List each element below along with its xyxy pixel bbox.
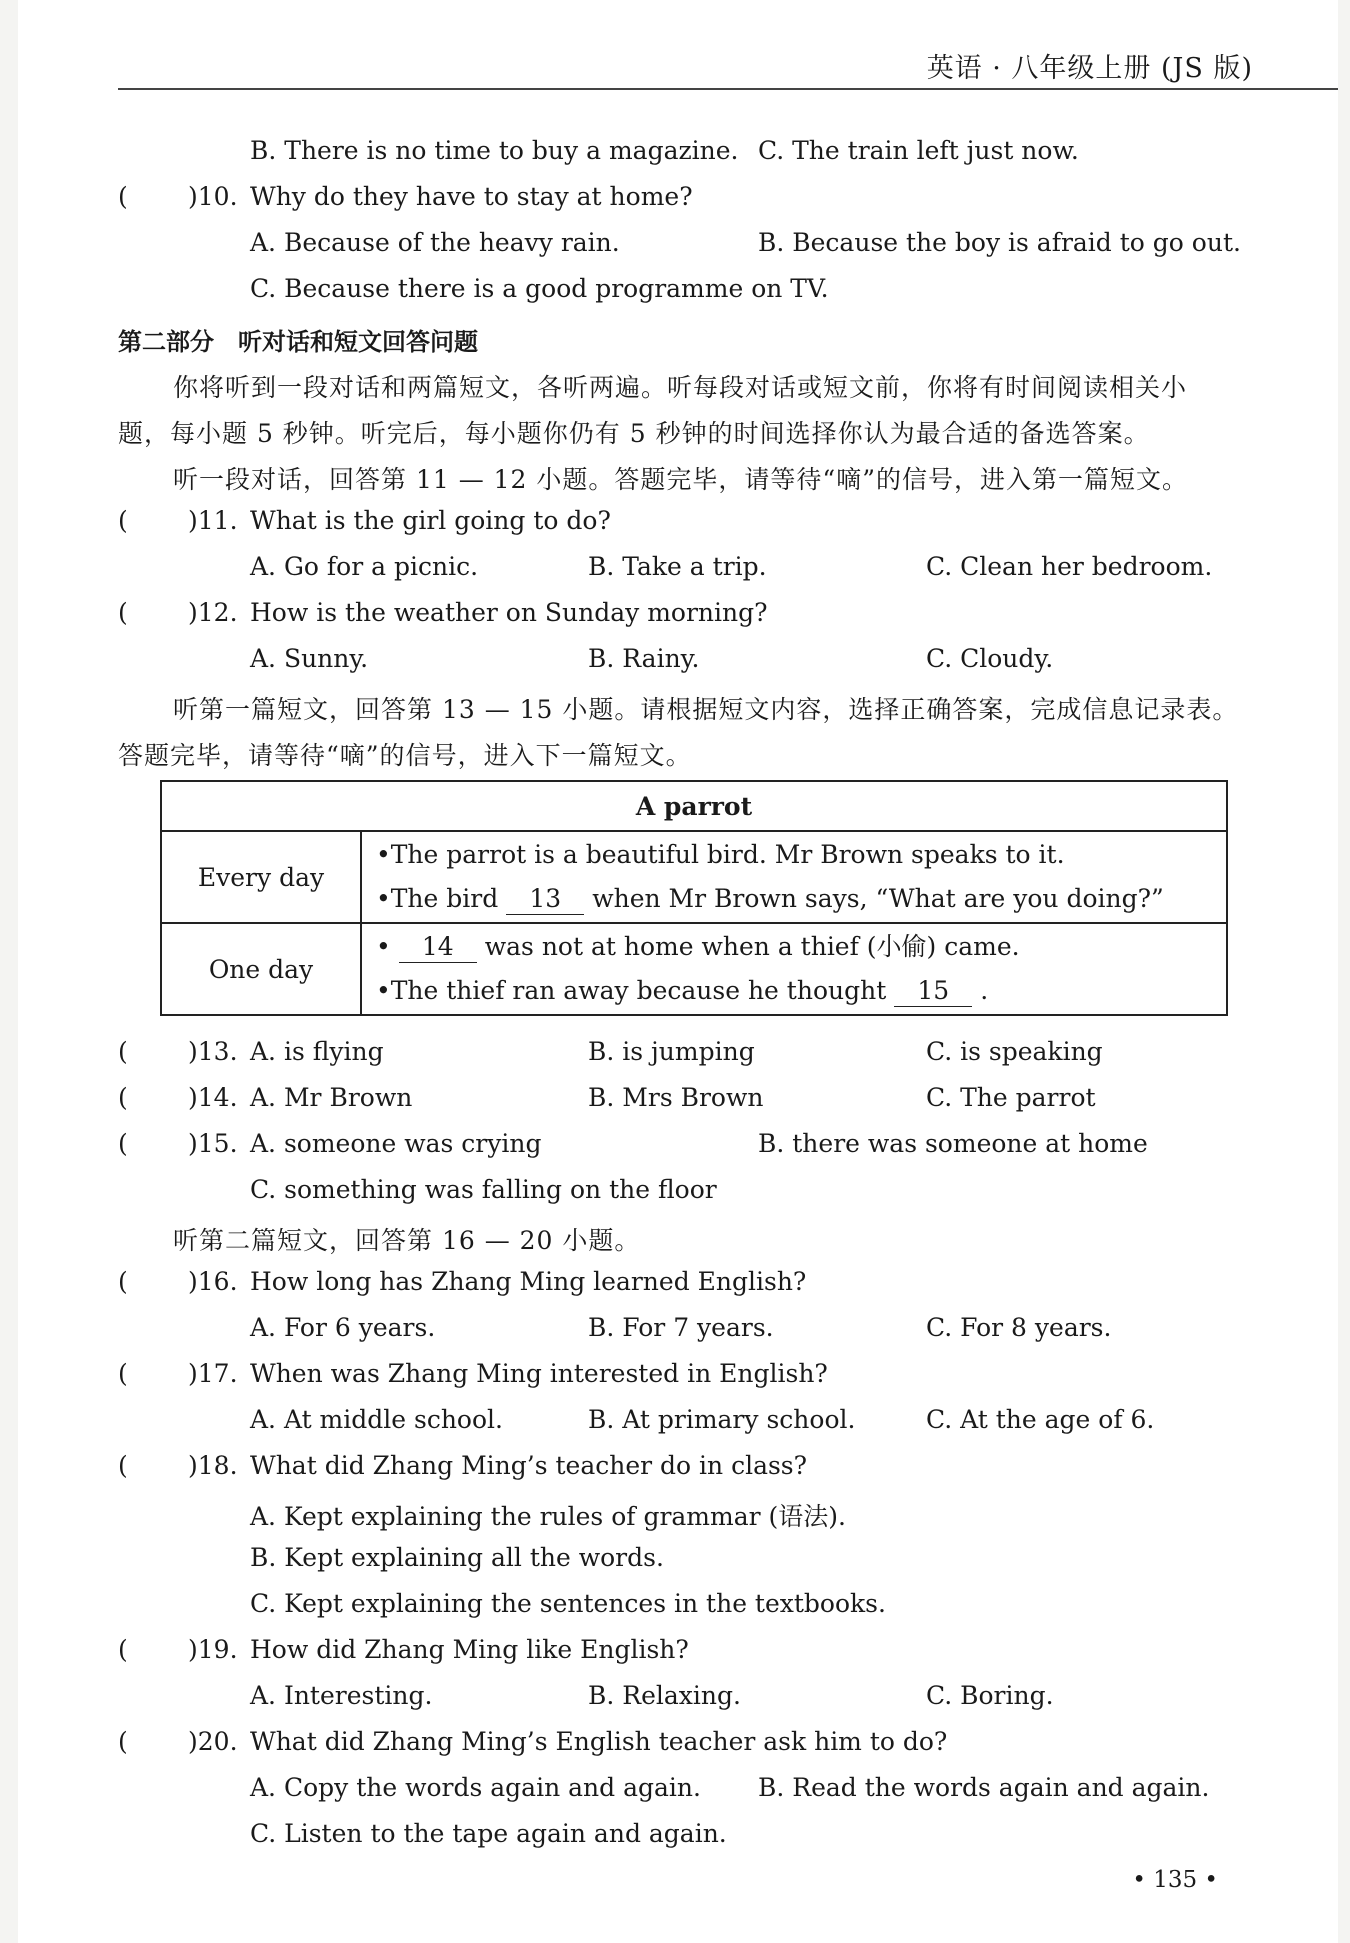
question-number: )10.	[188, 182, 238, 211]
option-a: A. Go for a picnic.	[250, 552, 479, 581]
option-c: C. Clean her bedroom.	[926, 552, 1213, 581]
section-title: 第二部分 听对话和短文回答问题	[118, 328, 478, 356]
table-text: •The bird	[376, 884, 499, 913]
table-text: when Mr Brown says, “What are you doing?”	[592, 884, 1164, 913]
answer-paren[interactable]: (	[118, 1727, 128, 1756]
header-rule	[118, 88, 1338, 90]
question-text: Why do they have to stay at home?	[250, 182, 693, 211]
table-line	[376, 877, 1212, 921]
passage1-instruction-2: 答题完毕，请等待“嘀”的信号，进入下一篇短文。	[118, 741, 692, 770]
table-text: •The thief ran away because he thought	[376, 976, 887, 1005]
table-text: was not at home when a thief (小偷) came.	[484, 932, 1020, 961]
option-a: A. Interesting.	[250, 1681, 433, 1710]
q9-option-b: B. There is no time to buy a magazine.	[250, 136, 739, 165]
table-cell	[361, 831, 1227, 923]
option-b: B. Take a trip.	[588, 552, 767, 581]
question-number: )12.	[188, 598, 238, 627]
table-row-label: One day	[161, 923, 361, 1015]
option-b: B. Read the words again and again.	[758, 1773, 1210, 1802]
answer-paren[interactable]: (	[118, 1635, 128, 1664]
blank-15[interactable]: 15	[894, 976, 972, 1007]
question-number: )16.	[188, 1267, 238, 1296]
table-row-label: Every day	[161, 831, 361, 923]
page	[18, 0, 1338, 1943]
question-number: )14.	[188, 1083, 238, 1112]
table-line	[376, 925, 1212, 969]
table-text: •	[376, 932, 391, 961]
option-c: C. something was falling on the floor	[250, 1175, 717, 1204]
answer-paren[interactable]: (	[118, 1451, 128, 1480]
answer-paren[interactable]: (	[118, 1037, 128, 1066]
passage2-instruction: 听第二篇短文，回答第 16 — 20 小题。	[173, 1226, 641, 1255]
option-c: C. At the age of 6.	[926, 1405, 1155, 1434]
question-text: How is the weather on Sunday morning?	[250, 598, 768, 627]
answer-paren[interactable]: (	[118, 1359, 128, 1388]
option-a: A. Sunny.	[250, 644, 369, 673]
question-number: )11.	[188, 506, 238, 535]
question-text: How did Zhang Ming like English?	[250, 1635, 689, 1664]
answer-paren[interactable]: (	[118, 1267, 128, 1296]
table-title: A parrot	[161, 781, 1227, 831]
passage1-instruction-1: 听第一篇短文，回答第 13 — 15 小题。请根据短文内容，选择正确答案，完成信息记录表。	[173, 695, 1239, 724]
option-c: C. Kept explaining the sentences in the textbooks.	[250, 1589, 886, 1618]
option-c: C. is speaking	[926, 1037, 1103, 1066]
option-b: B. Because the boy is afraid to go out.	[758, 228, 1241, 257]
option-a: A. At middle school.	[250, 1405, 503, 1434]
page-number: • 135 •	[1132, 1867, 1218, 1893]
question-number: )13.	[188, 1037, 238, 1066]
question-number: )15.	[188, 1129, 238, 1158]
section-intro-2: 题，每小题 5 秒钟。听完后，每小题你仍有 5 秒钟的时间选择你认为最合适的备选答案。	[118, 419, 1150, 448]
option-c: C. For 8 years.	[926, 1313, 1112, 1342]
option-c: C. Because there is a good programme on TV.	[250, 274, 829, 303]
dialogue-instruction: 听一段对话，回答第 11 — 12 小题。答题完毕，请等待“嘀”的信号，进入第一篇短文。	[173, 465, 1188, 494]
option-b: B. Relaxing.	[588, 1681, 741, 1710]
question-text: When was Zhang Ming interested in English?	[250, 1359, 828, 1388]
answer-paren[interactable]: (	[118, 598, 128, 627]
info-record-table	[160, 780, 1228, 1016]
blank-13[interactable]: 13	[506, 884, 584, 915]
question-text: How long has Zhang Ming learned English?	[250, 1267, 807, 1296]
question-text: What did Zhang Ming’s English teacher ask him to do?	[250, 1727, 948, 1756]
option-b: B. there was someone at home	[758, 1129, 1148, 1158]
option-b: B. Mrs Brown	[588, 1083, 764, 1112]
option-a: A. For 6 years.	[250, 1313, 436, 1342]
table-cell	[361, 923, 1227, 1015]
table-text: .	[980, 976, 989, 1005]
answer-paren[interactable]: (	[118, 1083, 128, 1112]
answer-paren[interactable]: (	[118, 1129, 128, 1158]
header-title: 英语 · 八年级上册 (JS 版)	[926, 53, 1253, 84]
question-number: )18.	[188, 1451, 238, 1480]
q9-option-c: C. The train left just now.	[758, 136, 1079, 165]
option-b: B. Rainy.	[588, 644, 700, 673]
option-c: C. Cloudy.	[926, 644, 1054, 673]
option-a: A. someone was crying	[250, 1129, 542, 1158]
option-c: C. Boring.	[926, 1681, 1054, 1710]
question-text: What is the girl going to do?	[250, 506, 611, 535]
option-a: A. Because of the heavy rain.	[250, 228, 620, 257]
option-a: A. is flying	[250, 1037, 384, 1066]
blank-14[interactable]: 14	[399, 932, 477, 963]
section-intro-1: 你将听到一段对话和两篇短文，各听两遍。听每段对话或短文前，你将有时间阅读相关小	[173, 373, 1188, 402]
option-c: C. The parrot	[926, 1083, 1096, 1112]
question-number: )20.	[188, 1727, 238, 1756]
answer-paren[interactable]: (	[118, 182, 128, 211]
question-number: )19.	[188, 1635, 238, 1664]
answer-paren[interactable]: (	[118, 506, 128, 535]
table-line: •The parrot is a beautiful bird. Mr Brown speaks to it.	[376, 840, 1065, 869]
option-a: A. Kept explaining the rules of grammar (语法).	[250, 1502, 846, 1531]
option-c: C. Listen to the tape again and again.	[250, 1819, 727, 1848]
question-number: )17.	[188, 1359, 238, 1388]
option-b: B. is jumping	[588, 1037, 755, 1066]
option-b: B. At primary school.	[588, 1405, 856, 1434]
option-a: A. Mr Brown	[250, 1083, 413, 1112]
table-line	[376, 969, 1212, 1013]
option-b: B. Kept explaining all the words.	[250, 1543, 664, 1572]
question-text: What did Zhang Ming’s teacher do in class?	[250, 1451, 808, 1480]
option-a: A. Copy the words again and again.	[250, 1773, 701, 1802]
option-b: B. For 7 years.	[588, 1313, 774, 1342]
